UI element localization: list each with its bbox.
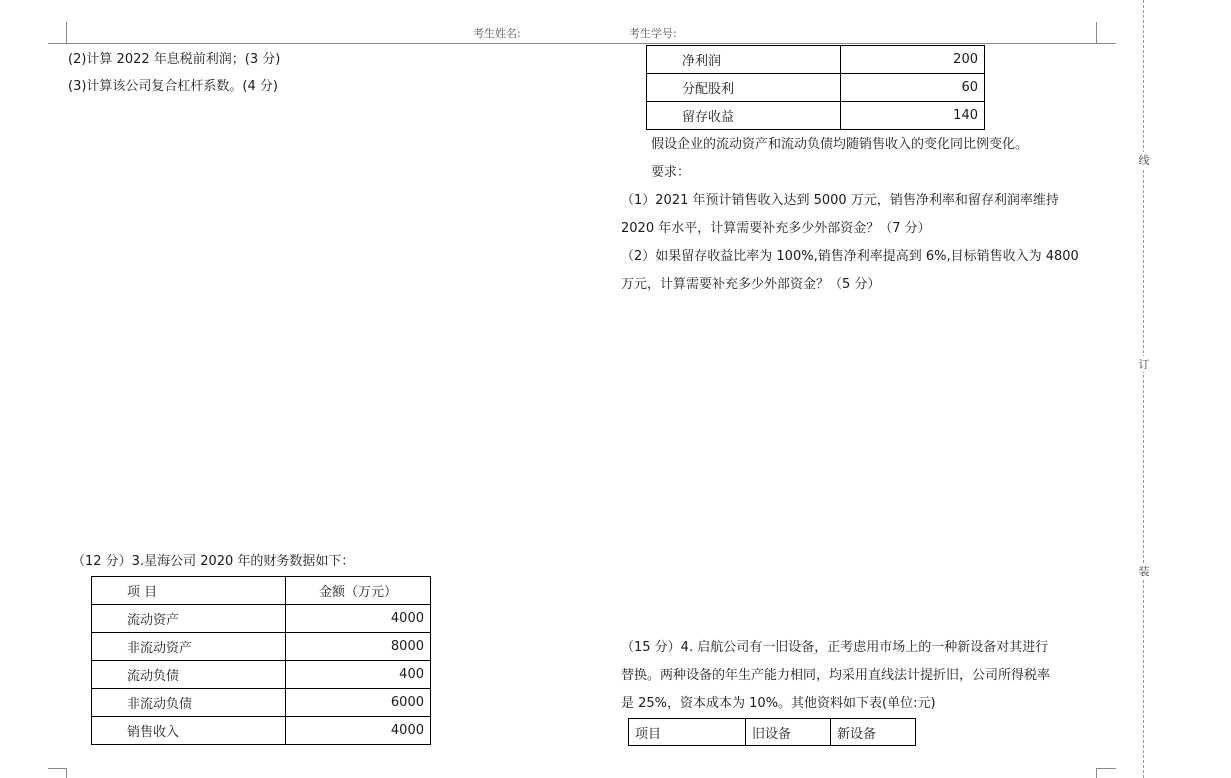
header-cell: 金额（万元）	[286, 577, 431, 605]
header-rule	[48, 43, 1116, 44]
binding-char-middle: 订	[1138, 358, 1150, 371]
requirement-1-line-2: 2020 年水平，计算需要补充多少外部资金？（7 分）	[621, 221, 931, 236]
student-name-label: 考生姓名:	[473, 27, 521, 40]
item-cell: 非流动资产	[92, 633, 286, 661]
question-4-line-1: （15 分）4. 启航公司有一旧设备，正考虑用市场上的一种新设备对其进行	[621, 640, 1049, 655]
amount-cell: 4000	[286, 605, 431, 633]
amount-cell: 200	[841, 46, 985, 74]
header-cell: 新设备	[831, 719, 916, 746]
amount-cell: 400	[286, 661, 431, 689]
item-cell: 流动资产	[92, 605, 286, 633]
crop-mark	[66, 768, 67, 778]
amount-cell: 8000	[286, 633, 431, 661]
equipment-table	[628, 718, 916, 746]
table-row	[92, 689, 431, 717]
item-cell: 流动负债	[92, 661, 286, 689]
amount-cell: 6000	[286, 689, 431, 717]
header-cell: 项目	[629, 719, 746, 746]
table-header-row	[92, 577, 431, 605]
requirement-2-line-2: 万元，计算需要补充多少外部资金？（5 分）	[621, 277, 881, 292]
assumption-text: 假设企业的流动资产和流动负债均随销售收入的变化同比例变化。	[651, 137, 1029, 152]
item-cell: 销售收入	[92, 717, 286, 745]
crop-mark	[1096, 22, 1097, 44]
requirement-2-line-1: （2）如果留存收益比率为 100%,销售净利率提高到 6%,目标销售收入为 4800	[621, 249, 1079, 264]
crop-mark	[48, 768, 67, 769]
amount-cell: 60	[841, 74, 985, 102]
item-cell: 净利润	[647, 46, 841, 74]
binding-char-bottom: 装	[1138, 565, 1150, 578]
header-cell: 项 目	[92, 577, 286, 605]
question-3: (3)计算该公司复合杠杆系数。(4 分)	[68, 79, 278, 94]
table-row	[92, 633, 431, 661]
table-row	[92, 661, 431, 689]
requirement-1-line-1: （1）2021 年预计销售收入达到 5000 万元，销售净利率和留存利润率维持	[621, 193, 1059, 208]
header-cell: 旧设备	[746, 719, 831, 746]
table-row	[92, 717, 431, 745]
table-row	[647, 102, 985, 130]
crop-mark	[1096, 768, 1097, 778]
crop-mark	[66, 22, 67, 44]
binding-line	[1143, 0, 1144, 778]
amount-cell: 4000	[286, 717, 431, 745]
item-cell: 留存收益	[647, 102, 841, 130]
question-3-title: （12 分）3.星海公司 2020 年的财务数据如下：	[72, 554, 355, 569]
table-header-row	[629, 719, 916, 746]
item-cell: 分配股利	[647, 74, 841, 102]
item-cell: 非流动负债	[92, 689, 286, 717]
question-4-line-3: 是 25%，资本成本为 10%。其他资料如下表(单位:元)	[621, 696, 936, 711]
binding-char-top: 线	[1138, 154, 1150, 167]
student-id-label: 考生学号:	[629, 27, 677, 40]
amount-cell: 140	[841, 102, 985, 130]
question-4-line-2: 替换。两种设备的年生产能力相同，均采用直线法计提折旧，公司所得税率	[621, 668, 1051, 683]
financial-data-table	[91, 576, 431, 745]
table-row	[647, 74, 985, 102]
requirement-label: 要求：	[651, 165, 691, 180]
table-row	[92, 605, 431, 633]
profit-table	[646, 45, 985, 130]
crop-mark	[1096, 768, 1116, 769]
question-2: (2)计算 2022 年息税前利润；(3 分)	[68, 52, 281, 67]
table-row	[647, 46, 985, 74]
